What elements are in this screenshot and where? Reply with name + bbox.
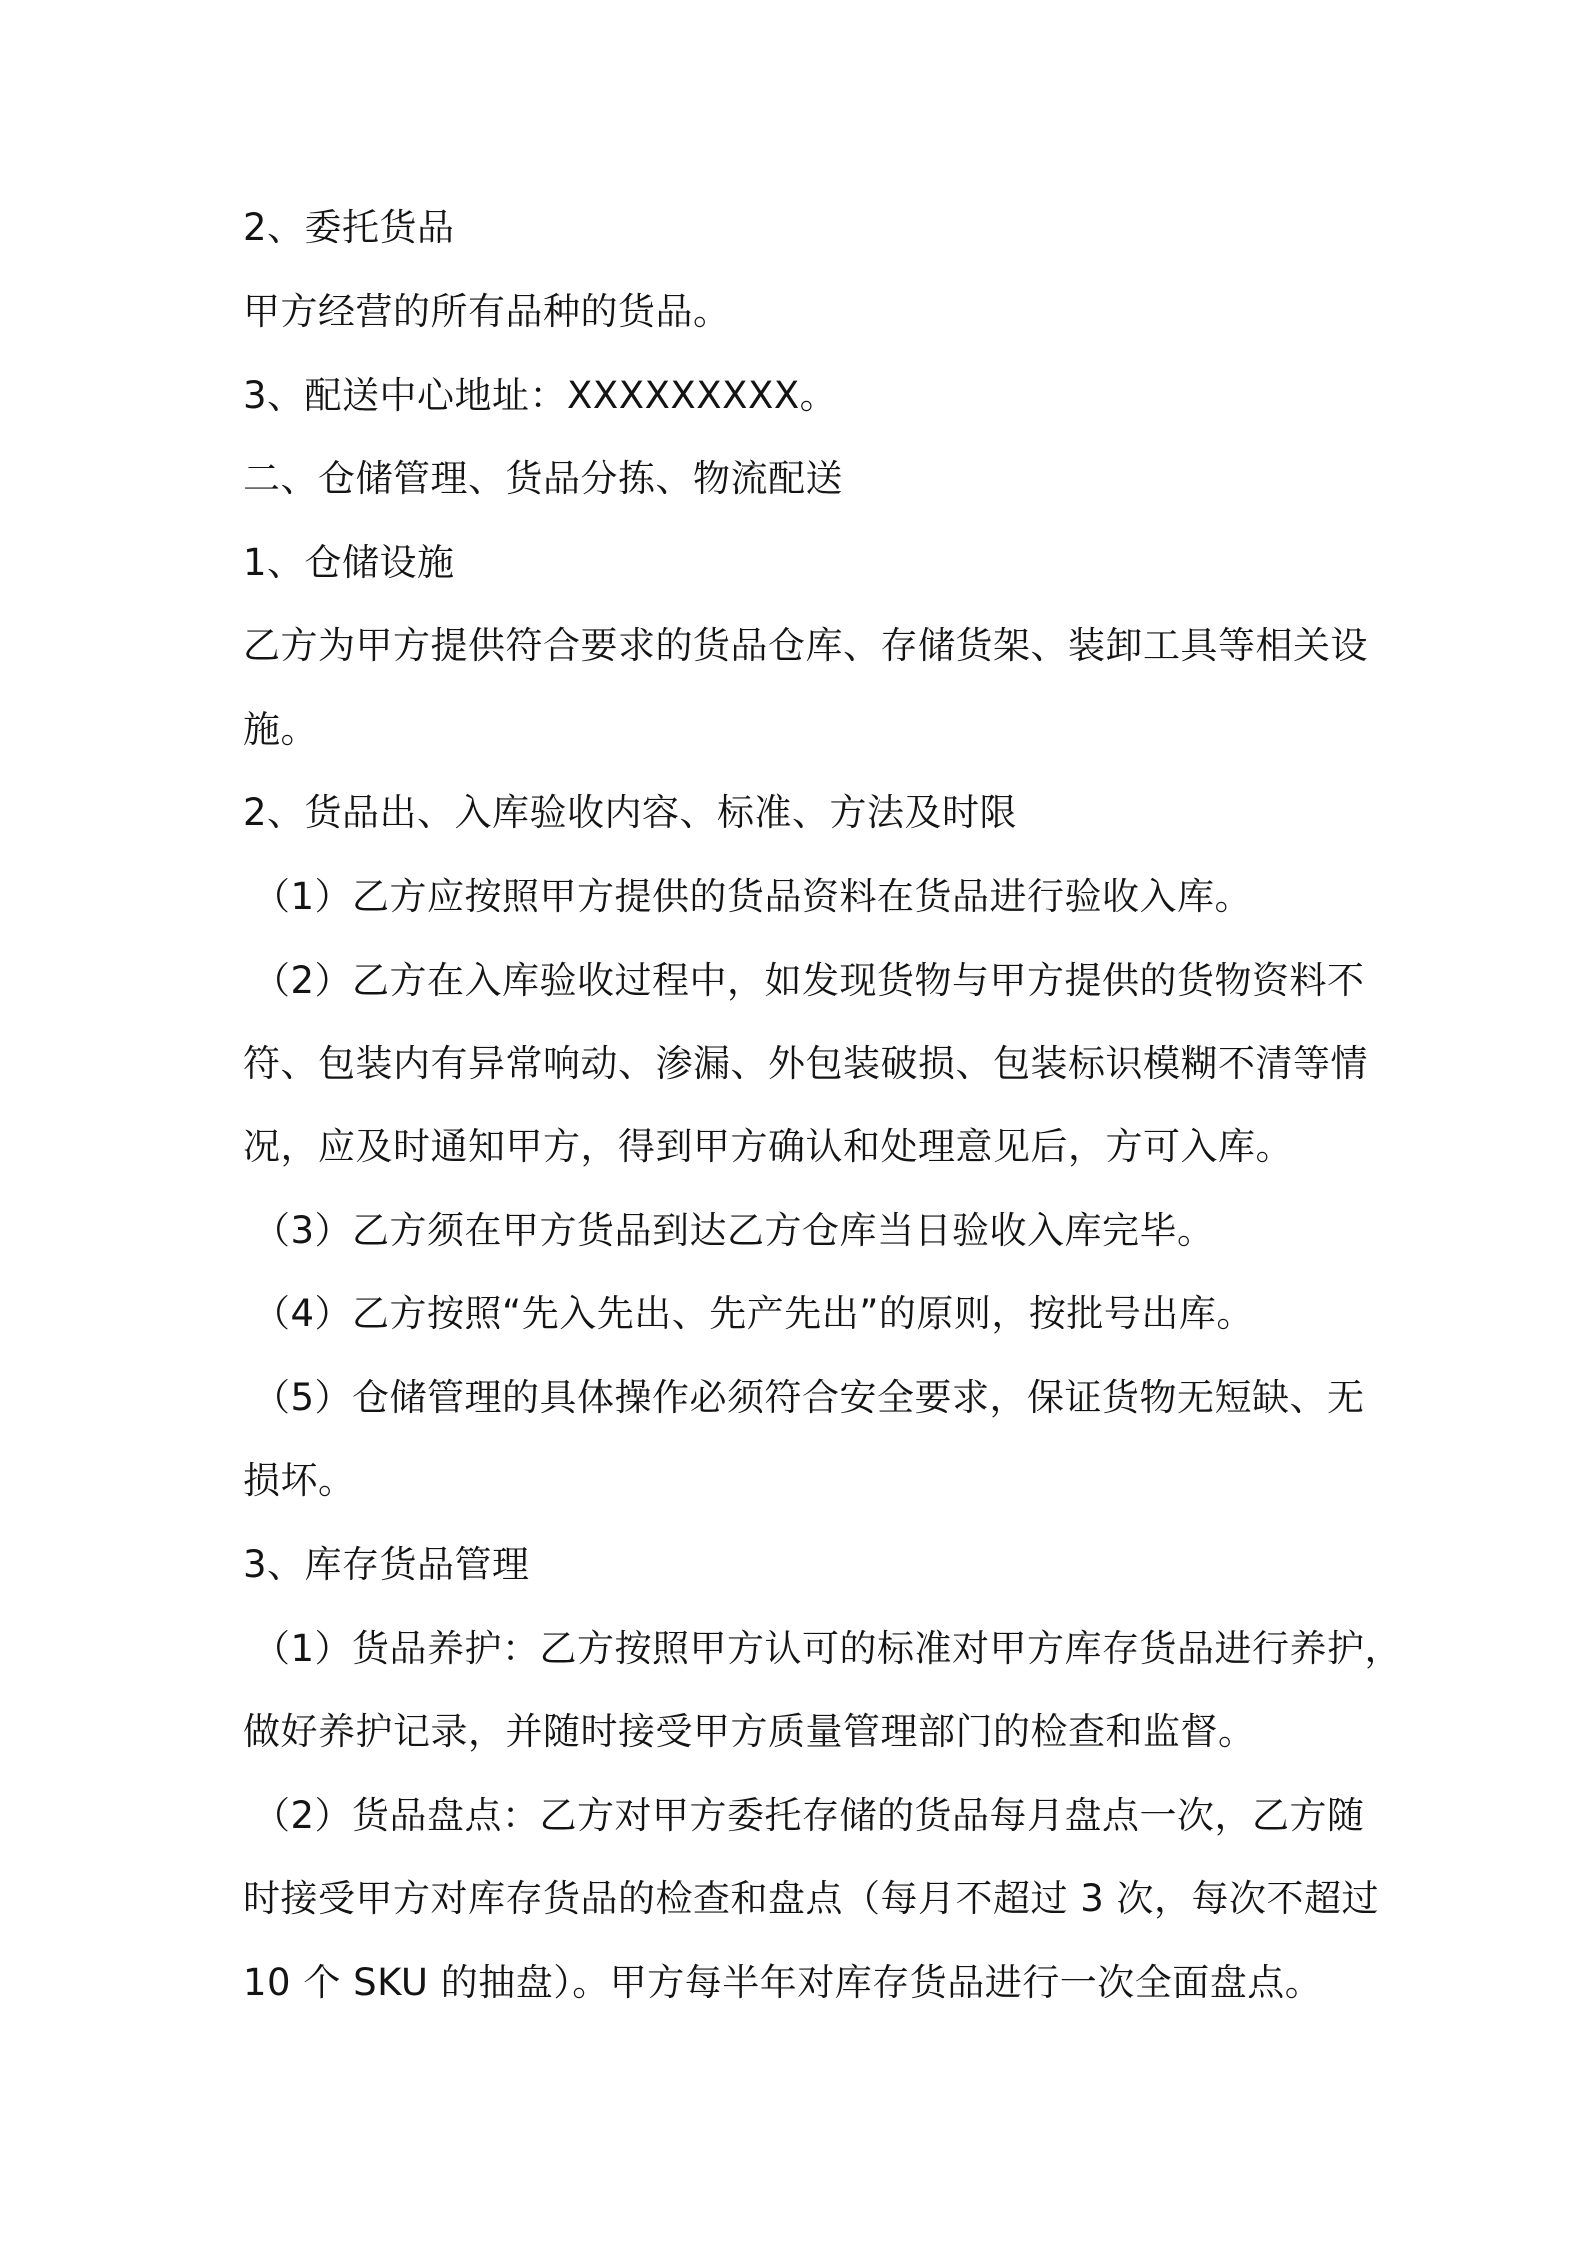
list-item-goods-inventory-count: （2）货品盘点：乙方对甲方委托存储的货品每月盘点一次，乙方随 <box>253 1794 1365 1837</box>
paragraph-line: 甲方经营的所有品种的货品。 <box>243 290 731 333</box>
heading-storage-facilities: 1、仓储设施 <box>243 541 455 584</box>
paragraph-line: 损坏。 <box>243 1459 356 1502</box>
list-item-goods-maintenance: （1）货品养护：乙方按照甲方认可的标准对甲方库存货品进行养护， <box>253 1627 1403 1670</box>
heading-inventory-management: 3、库存货品管理 <box>243 1543 530 1586</box>
heading-inbound-outbound-inspection: 2、货品出、入库验收内容、标准、方法及时限 <box>243 791 1018 834</box>
paragraph-line: 时接受甲方对库存货品的检查和盘点（每月不超过 3 次，每次不超过 <box>243 1877 1380 1920</box>
list-item-4: （4）乙方按照“先入先出、先产先出”的原则，按批号出库。 <box>253 1292 1254 1335</box>
paragraph-line: 施。 <box>243 708 318 751</box>
paragraph-line: 乙方为甲方提供符合要求的货品仓库、存储货架、装卸工具等相关设 <box>243 624 1368 667</box>
heading-entrusted-goods: 2、委托货品 <box>243 206 455 249</box>
list-item-1: （1）乙方应按照甲方提供的货品资料在货品进行验收入库。 <box>253 875 1253 918</box>
heading-distribution-center-address: 3、配送中心地址：XXXXXXXXX。 <box>243 374 838 417</box>
paragraph-line: 况，应及时通知甲方，得到甲方确认和处理意见后，方可入库。 <box>243 1125 1293 1168</box>
paragraph-line: 符、包装内有异常响动、渗漏、外包装破损、包装标识模糊不清等情 <box>243 1042 1368 1085</box>
list-item-5: （5）仓储管理的具体操作必须符合安全要求，保证货物无短缺、无 <box>253 1376 1365 1419</box>
paragraph-line: 10 个 SKU 的抽盘）。甲方每半年对库存货品进行一次全面盘点。 <box>243 1961 1323 2004</box>
paragraph-line: 做好养护记录，并随时接受甲方质量管理部门的检查和监督。 <box>243 1710 1256 1753</box>
list-item-2: （2）乙方在入库验收过程中，如发现货物与甲方提供的货物资料不 <box>253 959 1365 1002</box>
section-heading-warehouse-management: 二、仓储管理、货品分拣、物流配送 <box>243 457 843 500</box>
list-item-3: （3）乙方须在甲方货品到达乙方仓库当日验收入库完毕。 <box>253 1209 1215 1252</box>
